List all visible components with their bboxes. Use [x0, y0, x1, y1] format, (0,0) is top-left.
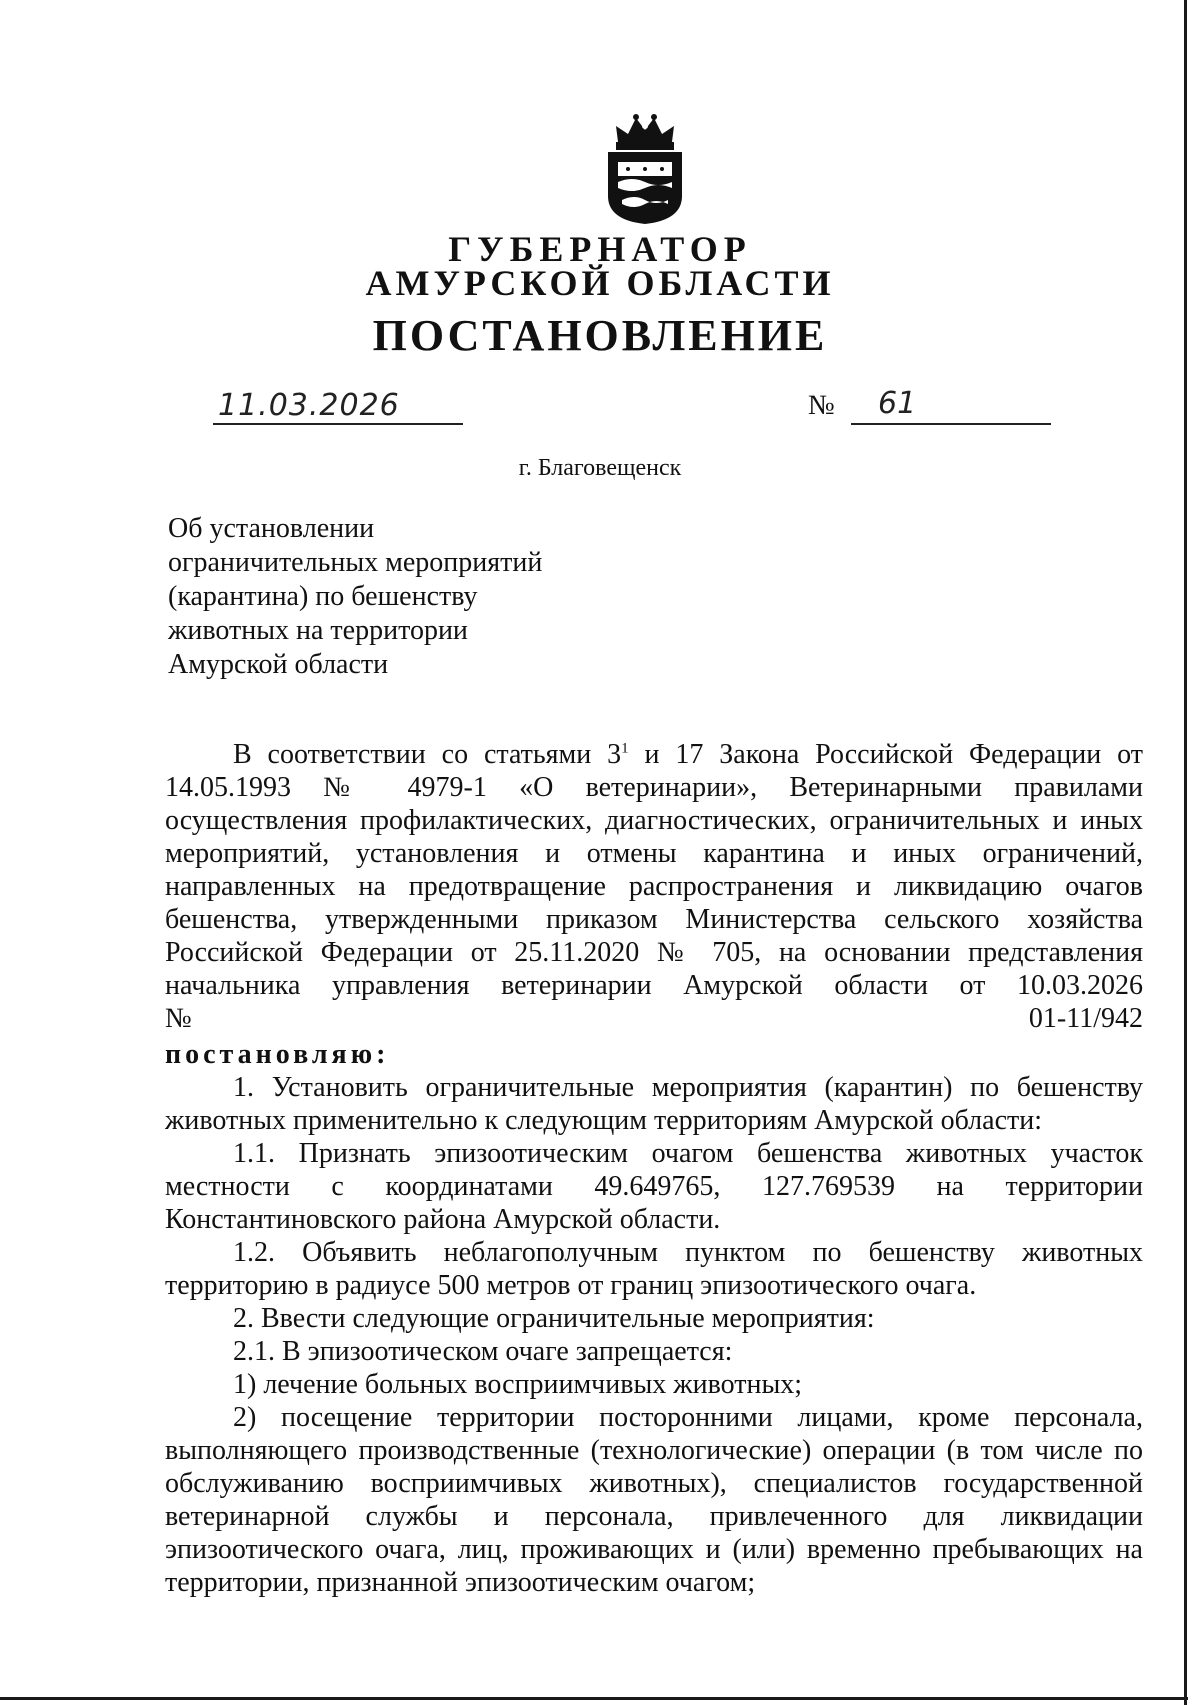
decree-paragraph-1-2: 1.2. Объявить неблагополучным пунктом по бешенству животных территорию в радиусе 500 метров от границ эпизоотического очага. — [165, 1237, 1143, 1301]
superscript: 1 — [621, 740, 629, 757]
number-underline — [851, 423, 1051, 425]
page-border-bottom — [0, 1697, 1188, 1700]
preamble-text-1: В соответствии со статьями 3 — [233, 739, 622, 770]
document-type-title: ПОСТАНОВЛЕНИЕ — [372, 311, 828, 360]
date-underline — [213, 423, 463, 425]
decree-item-2: 2) посещение территории посторонними лицами, кроме персонала, выполняющего производственные (технологические) операции (в том числе по обслуживанию восприимчивых животных), специалистов государственной ветеринарной службы и персонала, привлеченного для ликвидации эпизоотического очага, лиц, проживающих и (или) временно пребывающих на территории, признанной эпизоотическим очагом; — [165, 1402, 1143, 1598]
decree-paragraph-2: 2. Ввести следующие ограничительные мероприятия: — [233, 1303, 875, 1334]
resolve-word: постановляю: — [165, 1039, 390, 1070]
city-line: г. Благовещенск — [518, 455, 682, 481]
subject-line: ограничительных мероприятий — [168, 547, 543, 578]
decree-paragraph-1-1: 1.1. Признать эпизоотическим очагом бешенства животных участок местности с координатами 49.649765, 127.769539 на территории Константиновского района Амурской области. — [165, 1138, 1143, 1235]
preamble — [165, 738, 1143, 1035]
header-line-2: АМУРСКОЙ ОБЛАСТИ — [365, 263, 835, 303]
decree-paragraph-2-1: 2.1. В эпизоотическом очаге запрещается: — [233, 1336, 733, 1367]
preamble-paragraph — [165, 738, 1143, 1002]
decree-item-1: 1) лечение больных восприимчивых животных; — [233, 1369, 803, 1400]
subject-line: (карантина) по бешенству — [168, 581, 478, 612]
coat-of-arms-icon — [598, 112, 692, 226]
subject-line: животных на территории — [168, 615, 468, 646]
document-subject — [168, 512, 608, 682]
subject-line: Об установлении — [168, 513, 375, 544]
header-line-1: ГУБЕРНАТОР — [448, 229, 752, 269]
number-handwritten: 61 — [878, 386, 917, 421]
subject-line: Амурской области — [168, 649, 389, 680]
preamble-text-2: и 17 Закона Российской Федерации от 14.05.1993 № 4979-1 «О ветеринарии», Ветеринарными правилами осуществления профилактических, диагностических, ограничительных и иных мероприятий, установления и отмены карантина и иных ограничений, направленных на предотвращение распространения и ликвидацию очагов бешенства, утвержденными приказом Министерства сельского хозяйства Российской Федерации от 25.11.2020 № 705, на основании представления начальника управления ветеринарии Амурской области от 10.03.2026 — [165, 739, 1143, 1001]
decree-body — [165, 1038, 1143, 1599]
date-handwritten: 11.03.2026 — [218, 388, 400, 423]
decree-paragraph-1: 1. Установить ограничительные мероприятия (карантин) по бешенству животных применительно к следующим территориям Амурской области: — [165, 1072, 1143, 1136]
number-sign: № — [808, 390, 835, 421]
preamble-last-line: № 01-11/942 — [165, 1003, 1143, 1034]
